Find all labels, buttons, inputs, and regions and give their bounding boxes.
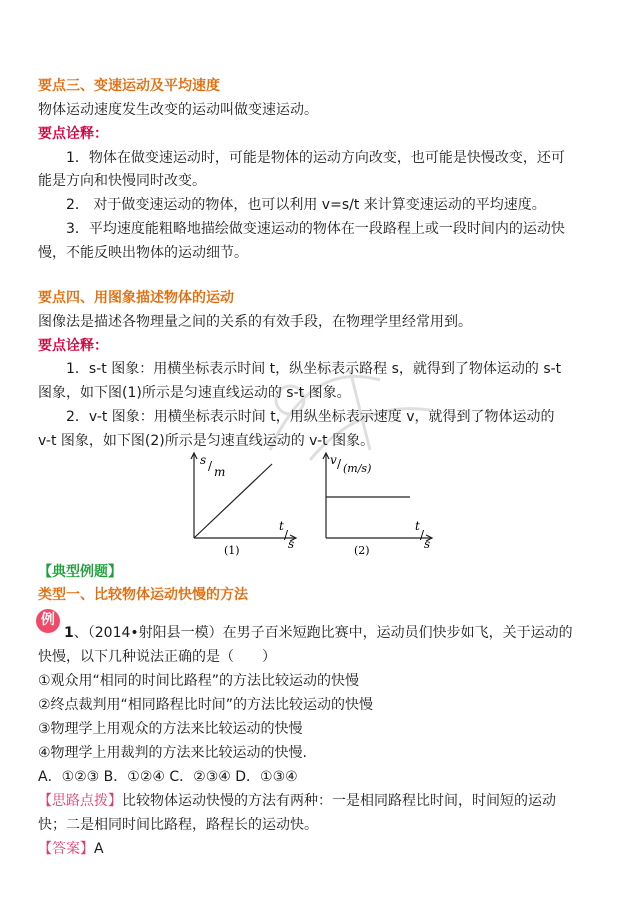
section3-heading: 要点三、变速运动及平均速度 (38, 78, 220, 94)
example-question-line1 (64, 623, 573, 643)
section3-item3-line2: 慢，不能反映出物体的运动细节。 (38, 245, 248, 261)
example-option-3: ③物理学上用观众的方法来比较运动的快慢 (38, 721, 303, 737)
example-badge: 例 (36, 609, 60, 633)
graph2-y-slash: / (337, 457, 342, 471)
example-answer-value: A (94, 841, 104, 857)
graph-v-t (312, 450, 442, 560)
example-answer-label: 【答案】 (38, 841, 94, 857)
section3-item2: 2． 对于做变速运动的物体，也可以利用 v=s/t 来计算变速运动的平均速度。 (66, 197, 546, 213)
graph2-caption: (2) (354, 544, 370, 557)
graph1-data-line (194, 464, 272, 538)
graph1-x-label: t (279, 519, 284, 533)
example-number: 1 (64, 625, 74, 641)
example-hint-label: 【思路点拨】 (38, 793, 122, 809)
section4-heading: 要点四、用图象描述物体的运动 (38, 290, 234, 306)
graph1-y-slash: / (208, 459, 213, 473)
graph2-x-slash: / (420, 528, 425, 542)
example-option-1: ①观众用“相同的时间比路程”的方法比较运动的快慢 (38, 673, 360, 689)
section4-item1-line1: 1．s-t 图象：用横坐标表示时间 t，纵坐标表示路程 s，就得到了物体运动的 s-t (66, 361, 562, 377)
section3-item1-line1: 1．物体在做变速运动时，可能是物体的运动方向改变，也可能是快慢改变，还可 (66, 150, 565, 166)
example-choices: A．①②③ B．①②④ C．②③④ D．①③④ (38, 769, 298, 785)
example-hint-line1 (38, 791, 556, 811)
graph2-y-unit: (m/s) (343, 462, 372, 475)
section3-item3-line1: 3．平均速度能粗略地描绘做变速运动的物体在一段路程上或一段时间内的运动快 (66, 221, 565, 237)
example-option-4: ④物理学上用裁判的方法来比较运动的快慢. (38, 745, 307, 761)
graph1-x-unit: s (288, 537, 295, 551)
graph2-y-label: v (330, 453, 337, 467)
example-hint-text: 比较物体运动快慢的方法有两种：一是相同路程比时间，时间短的运动 (122, 793, 556, 809)
section4-note-label: 要点诠释： (38, 338, 108, 354)
graph2-x-unit: s (424, 537, 431, 551)
example-option-2: ②终点裁判用“相同路程比时间”的方法比较运动的快慢 (38, 697, 374, 713)
example-answer-line (38, 839, 104, 859)
section4-item2-line1: 2．v-t 图象：用横坐标表示时间 t，用纵坐标表示速度 v，就得到了物体运动的 (66, 409, 555, 425)
graph1-y-label: s (200, 453, 207, 467)
example-question-line2: 快慢，以下几种说法正确的是（ ） (38, 649, 276, 665)
section3-intro: 物体运动速度发生改变的运动叫做变速运动。 (38, 102, 318, 118)
graph1-x-slash: / (284, 528, 289, 542)
section4-item2-line2: v-t 图象，如下图(2)所示是匀速直线运动的 v-t 图象。 (38, 433, 375, 449)
example-type-heading: 类型一、比较物体运动快慢的方法 (38, 587, 248, 603)
section4-item1-line2: 图象，如下图(1)所示是匀速直线运动的 s-t 图象。 (38, 385, 351, 401)
section3-item1-line2: 能是方向和快慢同时改变。 (38, 173, 206, 189)
section4-intro: 图像法是描述各物理量之间的关系的有效手段，在物理学里经常用到。 (38, 314, 472, 330)
graph-s-t (180, 450, 300, 560)
example-question-text: 、（2014•射阳县一模）在男子百米短跑比赛中，运动员们快步如飞，关于运动的 (73, 625, 573, 641)
example-hint-line2: 快；二是相同时间比路程，路程长的运动快。 (38, 817, 318, 833)
section3-note-label: 要点诠释： (38, 126, 108, 142)
graph1-caption: (1) (224, 544, 240, 557)
graph1-y-unit: m (214, 465, 226, 479)
graph2-x-label: t (415, 519, 420, 533)
example-section-label: 【典型例题】 (38, 564, 122, 580)
